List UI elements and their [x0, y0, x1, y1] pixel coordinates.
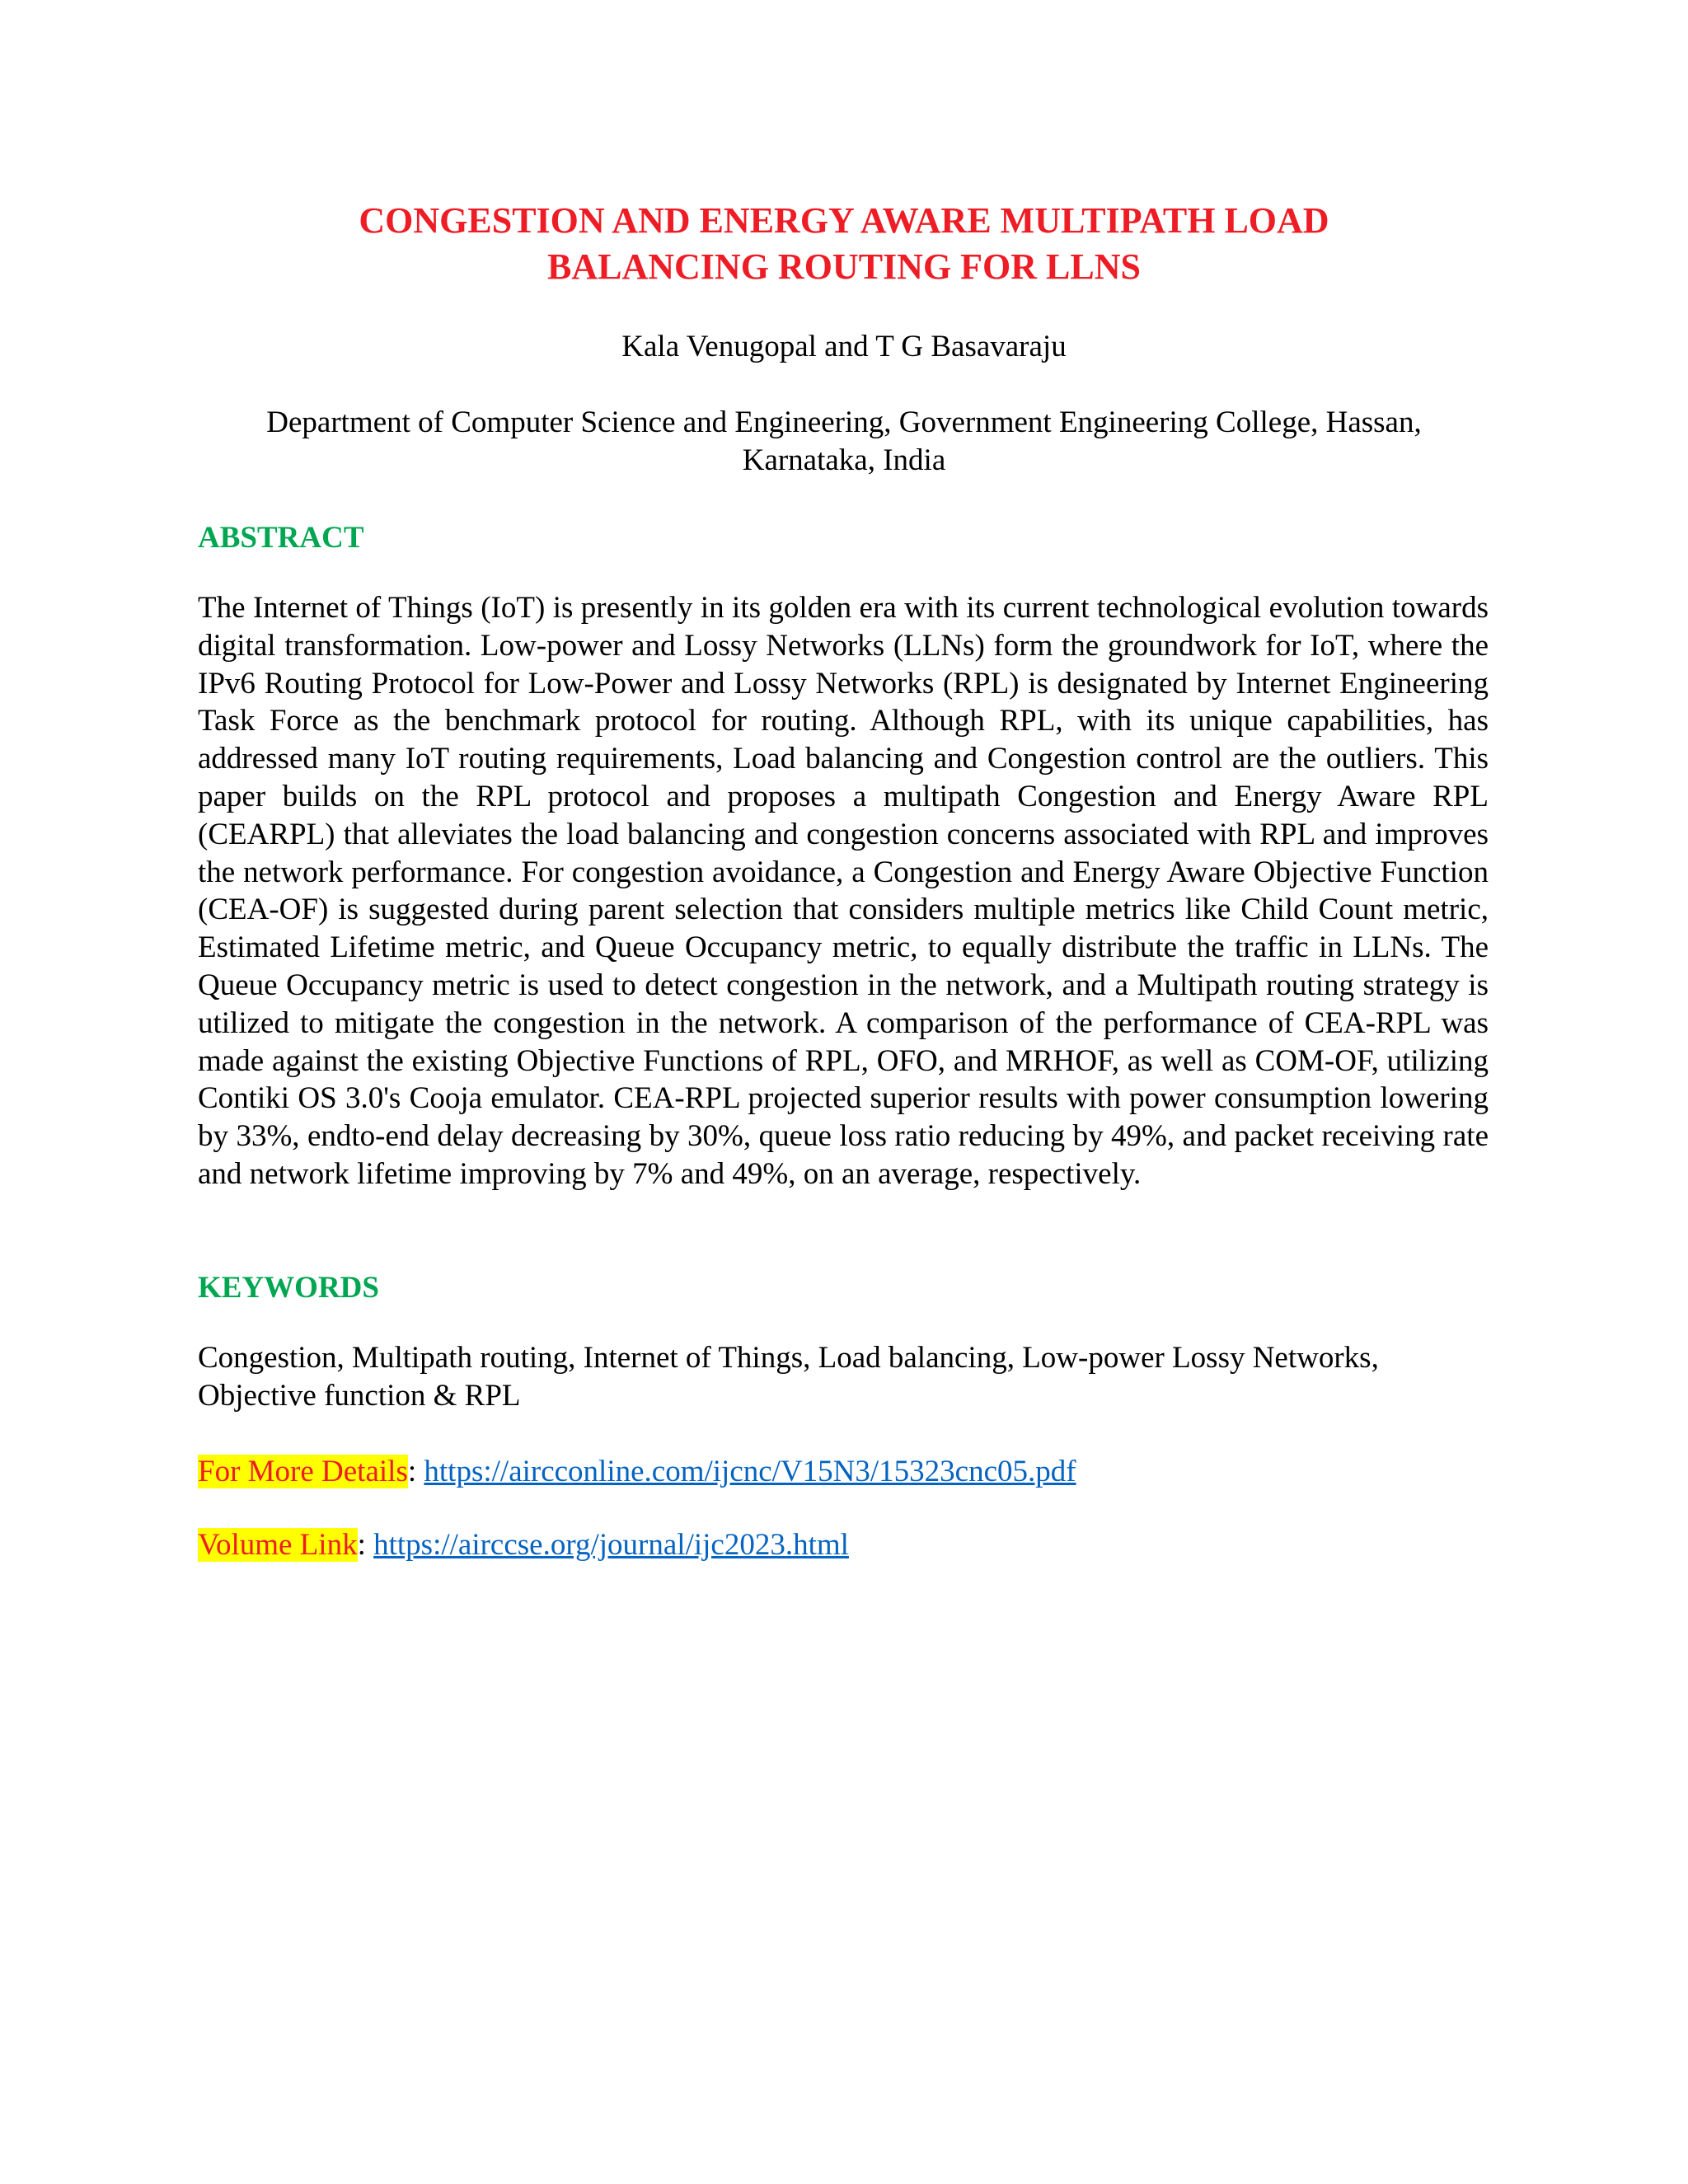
keywords-heading: KEYWORDS — [198, 1271, 379, 1305]
abstract-text: The Internet of Things (IoT) is presently in its golden era with its current technological evolution towards digital transformation. Low-power and Lossy Networks (LLNs) form the groundwork for IoT, where the IPv6 Routing Protocol for Low-Power and Lossy Networks (RPL) is designated by Internet Engineering Task Force as the benchmark protocol for routing. Although RPL, with its unique capabilities, has addressed many IoT routing requirements, Load balancing and Congestion control are the outliers. This paper builds on the RPL protocol and proposes a multipath Congestion and Energy Aware RPL (CEARPL) that alleviates the load balancing and congestion concerns associated with RPL and improves the network performance. For congestion avoidance, a Congestion and Energy Aware Objective Function (CEA-OF) is suggested during parent selection that considers multiple metrics like Child Count metric, Estimated Lifetime metric, and Queue Occupancy metric, to equally distribute the traffic in LLNs. The Queue Occupancy metric is used to detect congestion in the network, and a Multipath routing strategy is utilized to mitigate the congestion in the network. A comparison of the performance of CEA-RPL was made against the existing Objective Functions of RPL, OFO, and MRHOF, as well as COM-OF, utilizing Contiki OS 3.0's Cooja emulator. CEA-RPL projected superior results with power consumption lowering by 33%, endto-end delay decreasing by 30%, queue loss ratio reducing by 49%, and packet receiving rate and network lifetime improving by 7% and 49%, on an average, respectively. — [198, 591, 1489, 1191]
paper-title-line-1: CONGESTION AND ENERGY AWARE MULTIPATH LOAD — [359, 200, 1329, 241]
volume-link-separator: : — [357, 1528, 374, 1562]
affiliation-line-1: Department of Computer Science and Engineering, Government Engineering College, Hassan, — [266, 405, 1422, 439]
paper-title-line-2: BALANCING ROUTING FOR LLNS — [547, 246, 1141, 287]
paper-authors: Kala Venugopal and T G Basavaraju — [621, 330, 1067, 363]
volume-link[interactable]: https://airccse.org/journal/ijc2023.html — [373, 1528, 849, 1562]
more-details-link[interactable]: https://aircconline.com/ijcnc/V15N3/15323cnc05.pdf — [424, 1455, 1076, 1488]
affiliation-line-2: Karnataka, India — [742, 443, 946, 477]
more-details-label: For More Details — [198, 1455, 408, 1488]
paper-title — [198, 198, 1490, 290]
paper-affiliation — [198, 404, 1490, 480]
keywords-text: Congestion, Multipath routing, Internet of Things, Load balancing, Low-power Lossy Networks, Objective function & RPL — [198, 1341, 1379, 1413]
abstract-heading: ABSTRACT — [198, 521, 364, 555]
volume-link-line — [198, 1526, 849, 1564]
more-details-line — [198, 1453, 1076, 1491]
more-details-separator: : — [407, 1455, 424, 1488]
volume-link-label: Volume Link — [198, 1528, 358, 1562]
